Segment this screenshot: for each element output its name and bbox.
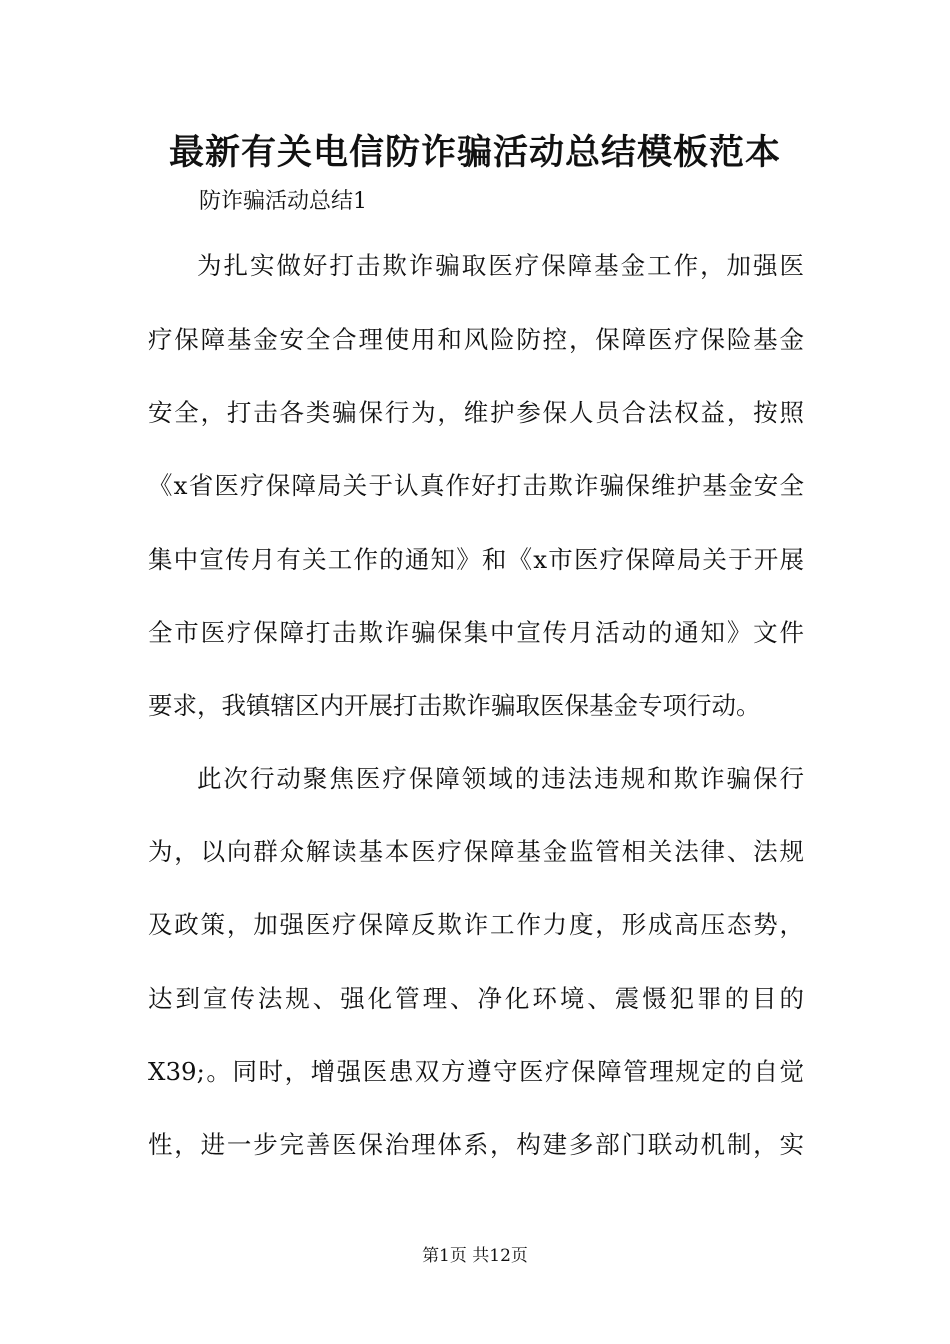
paragraph-line: 及政策，加强医疗保障反欺诈工作力度，形成高压态势， [148,910,804,939]
paragraph-line: 疗保障基金安全合理使用和风险防控，保障医疗保险基金 [148,325,804,354]
paragraph-line: 为，以向群众解读基本医疗保障基金监管相关法律、法规 [148,837,804,866]
paragraph-line: 为扎实做好打击欺诈骗取医疗保障基金工作，加强医 [197,251,804,280]
paragraph-line: X39;。同时，增强医患双方遵守医疗保障管理规定的自觉 [148,1057,804,1086]
paragraph-line: 此次行动聚焦医疗保障领域的违法违规和欺诈骗保行 [197,764,804,793]
document-title: 最新有关电信防诈骗活动总结模板范本 [168,132,781,173]
paragraph-line: 性，进一步完善医保治理体系，构建多部门联动机制，实 [148,1130,804,1159]
page-number-footer: 第1页 共12页 [422,1246,528,1266]
section-heading: 防诈骗活动总结1 [199,189,367,214]
paragraph-line: 全市医疗保障打击欺诈骗保集中宣传月活动的通知》文件 [148,618,804,647]
paragraph-line: 安全，打击各类骗保行为，维护参保人员合法权益，按照 [148,398,804,427]
paragraph-line: 要求，我镇辖区内开展打击欺诈骗取医保基金专项行动。 [148,691,761,720]
paragraph-line: 集中宣传月有关工作的通知》和《x市医疗保障局关于开展 [148,545,804,574]
paragraph-line: 《x省医疗保障局关于认真作好打击欺诈骗保维护基金安全 [148,471,804,500]
paragraph-line: 达到宣传法规、强化管理、净化环境、震慑犯罪的目的 [148,984,804,1013]
